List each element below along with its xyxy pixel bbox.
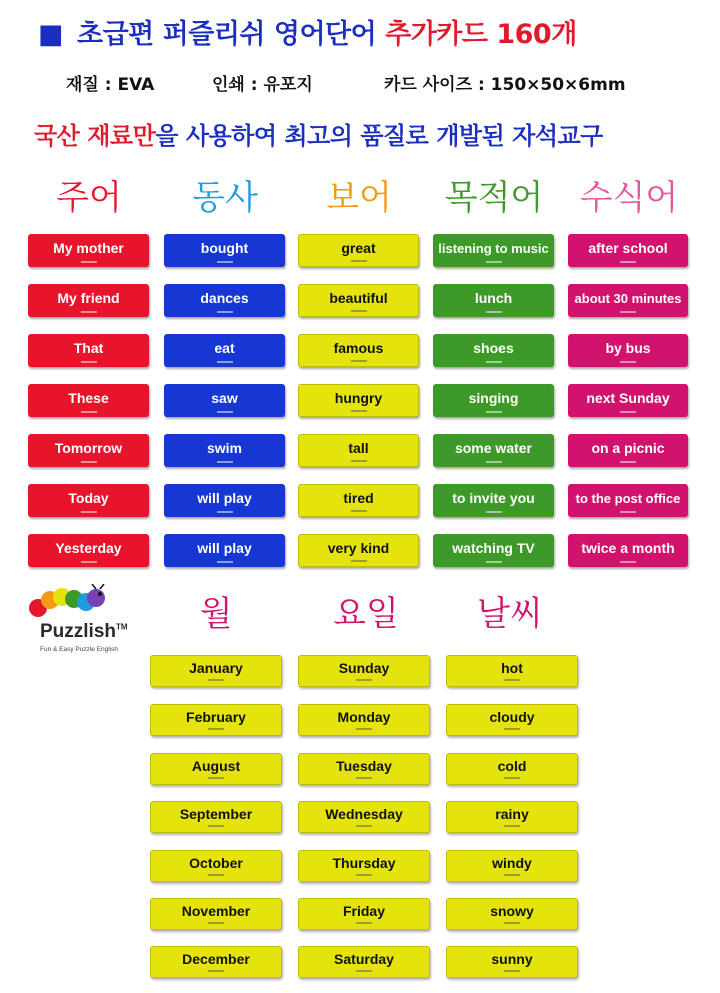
word-card (568, 334, 688, 367)
word-card (164, 384, 285, 417)
word-card (164, 534, 285, 567)
card-mark (351, 360, 367, 362)
word-card (446, 655, 578, 687)
card-word: to invite you (452, 490, 535, 506)
word-card (433, 384, 554, 417)
card-word: Today (68, 490, 109, 506)
card-mark (217, 361, 233, 363)
card-word: tired (343, 490, 374, 506)
word-card (446, 753, 578, 785)
card-word: hungry (334, 390, 383, 406)
card-mark (504, 970, 520, 972)
card-word: some water (454, 440, 533, 456)
card-word: rainy (495, 806, 529, 822)
card-mark (208, 825, 224, 827)
card-mark (356, 970, 372, 972)
card-word: Saturday (334, 951, 394, 967)
word-card (433, 484, 554, 517)
word-card (298, 334, 419, 367)
group-heading: 날씨 (477, 594, 543, 634)
category-heading: 주어 (56, 178, 122, 218)
card-mark (217, 561, 233, 563)
page-title (38, 12, 577, 51)
word-card (433, 234, 554, 267)
card-mark (208, 970, 224, 972)
word-card (298, 850, 430, 882)
card-word: will play (197, 540, 252, 556)
word-card (298, 234, 419, 267)
title-highlight: 추가카드 160개 (385, 19, 577, 50)
word-card (150, 946, 282, 978)
card-mark (620, 411, 636, 413)
card-mark (504, 679, 520, 681)
word-card (568, 384, 688, 417)
word-card (446, 850, 578, 882)
logo-tagline: Fun & Easy Puzzle English (40, 646, 119, 653)
title-square-icon: ■ (38, 19, 64, 50)
card-mark (620, 311, 636, 313)
card-word: Sunday (338, 660, 390, 676)
card-mark (504, 874, 520, 876)
word-card (298, 898, 430, 930)
spec-size: 카드 사이즈 : 150×50×6mm (384, 75, 626, 95)
word-card (433, 534, 554, 567)
card-mark (486, 461, 502, 463)
card-word: to the post office (575, 491, 681, 506)
card-mark (356, 728, 372, 730)
card-mark (351, 560, 367, 562)
subtitle-rest: 을 사용하여 최고의 품질로 개발된 자석교구 (155, 122, 603, 150)
word-card (568, 484, 688, 517)
card-word: eat (214, 340, 235, 356)
card-word: next Sunday (586, 390, 670, 406)
card-word: September (179, 806, 253, 822)
card-word: November (181, 903, 251, 919)
word-card (433, 334, 554, 367)
word-card (150, 655, 282, 687)
card-mark (486, 561, 502, 563)
card-word: My mother (53, 240, 124, 256)
card-mark (81, 261, 97, 263)
spec-material: 재질 : EVA (66, 75, 155, 95)
word-card (446, 946, 578, 978)
card-word: August (191, 758, 241, 774)
card-mark (486, 261, 502, 263)
word-card (298, 655, 430, 687)
card-word: swim (206, 440, 242, 456)
card-mark (208, 874, 224, 876)
card-word: sunny (491, 951, 533, 967)
category-heading: 동사 (192, 178, 258, 218)
card-word: Wednesday (325, 806, 403, 822)
card-mark (486, 511, 502, 513)
card-mark (620, 561, 636, 563)
card-word: Tuesday (336, 758, 392, 774)
word-card (446, 801, 578, 833)
card-mark (356, 874, 372, 876)
card-mark (208, 777, 224, 779)
spec-print: 인쇄 : 유포지 (212, 75, 313, 95)
card-mark (356, 825, 372, 827)
card-word: Yesterday (55, 540, 122, 556)
title-main: 초급편 퍼즐리쉬 영어단어 (77, 19, 377, 50)
word-card (164, 484, 285, 517)
card-mark (486, 311, 502, 313)
card-mark (504, 728, 520, 730)
word-card (164, 284, 285, 317)
card-mark (351, 510, 367, 512)
card-word: watching TV (452, 540, 535, 556)
word-card (568, 434, 688, 467)
card-mark (217, 461, 233, 463)
card-mark (351, 460, 367, 462)
logo-name: Puzzlish™ (40, 621, 128, 642)
card-mark (217, 411, 233, 413)
card-mark (351, 260, 367, 262)
word-card (150, 753, 282, 785)
word-card (298, 434, 419, 467)
card-mark (351, 410, 367, 412)
word-card (298, 753, 430, 785)
card-mark (356, 922, 372, 924)
word-card (28, 384, 149, 417)
card-word: December (182, 951, 250, 967)
word-card (28, 434, 149, 467)
card-mark (504, 922, 520, 924)
word-card (568, 534, 688, 567)
card-word: That (73, 340, 104, 356)
word-card (150, 704, 282, 736)
logo-trademark: TM (116, 622, 128, 632)
card-word: October (189, 855, 243, 871)
card-word: cold (497, 758, 527, 774)
card-mark (504, 825, 520, 827)
word-card (433, 284, 554, 317)
card-word: great (341, 240, 376, 256)
card-word: Friday (342, 903, 385, 919)
card-word: famous (333, 340, 384, 356)
card-mark (81, 511, 97, 513)
word-card (150, 850, 282, 882)
card-mark (620, 261, 636, 263)
card-word: lunch (474, 290, 513, 306)
word-card (150, 898, 282, 930)
word-card (28, 284, 149, 317)
card-word: February (186, 709, 246, 725)
card-word: These (68, 390, 109, 406)
card-word: twice a month (581, 540, 675, 556)
category-heading: 보어 (326, 178, 392, 218)
card-mark (81, 461, 97, 463)
card-word: hot (501, 660, 523, 676)
card-mark (217, 311, 233, 313)
word-card (28, 334, 149, 367)
word-card (164, 434, 285, 467)
word-card (298, 484, 419, 517)
word-card (446, 898, 578, 930)
card-mark (356, 777, 372, 779)
category-heading: 목적어 (444, 178, 544, 218)
card-mark (208, 922, 224, 924)
card-mark (351, 310, 367, 312)
word-card (298, 384, 419, 417)
word-card (28, 234, 149, 267)
card-word: on a picnic (591, 440, 665, 456)
card-word: shoes (473, 340, 514, 356)
card-mark (486, 361, 502, 363)
card-word: tall (348, 440, 369, 456)
word-card (298, 534, 419, 567)
card-mark (486, 411, 502, 413)
word-card (298, 946, 430, 978)
card-mark (208, 728, 224, 730)
card-mark (81, 411, 97, 413)
group-heading: 요일 (333, 594, 399, 634)
card-mark (620, 511, 636, 513)
card-mark (81, 561, 97, 563)
card-word: dances (200, 290, 249, 306)
word-card (164, 234, 285, 267)
card-word: Monday (337, 709, 391, 725)
card-word: about 30 minutes (574, 291, 682, 306)
group-heading: 월 (199, 594, 233, 634)
card-word: very kind (327, 540, 390, 556)
card-mark (504, 777, 520, 779)
word-card (568, 284, 688, 317)
word-card (446, 704, 578, 736)
card-mark (217, 261, 233, 263)
card-mark (620, 361, 636, 363)
card-mark (81, 311, 97, 313)
card-word: by bus (605, 340, 651, 356)
card-mark (356, 679, 372, 681)
card-word: will play (197, 490, 252, 506)
word-card (164, 334, 285, 367)
card-word: Tomorrow (54, 440, 123, 456)
card-word: singing (468, 390, 519, 406)
card-word: listening to music (438, 241, 549, 256)
card-word: windy (492, 855, 532, 871)
word-card (298, 284, 419, 317)
card-word: January (189, 660, 243, 676)
card-mark (81, 361, 97, 363)
word-card (568, 234, 688, 267)
card-word: beautiful (329, 290, 388, 306)
subtitle-highlight: 국산 재료만 (34, 122, 156, 150)
word-card (28, 484, 149, 517)
word-card (433, 434, 554, 467)
card-word: cloudy (489, 709, 535, 725)
card-word: after school (588, 240, 668, 256)
word-card (28, 534, 149, 567)
word-card (150, 801, 282, 833)
category-heading: 수식어 (579, 178, 679, 218)
card-word: snowy (490, 903, 534, 919)
card-mark (208, 679, 224, 681)
card-word: bought (200, 240, 249, 256)
card-mark (620, 461, 636, 463)
subtitle (34, 116, 603, 151)
card-mark (217, 511, 233, 513)
card-word: saw (211, 390, 238, 406)
word-card (298, 704, 430, 736)
card-word: Thursday (332, 855, 396, 871)
card-word: My friend (57, 290, 120, 306)
word-card (298, 801, 430, 833)
